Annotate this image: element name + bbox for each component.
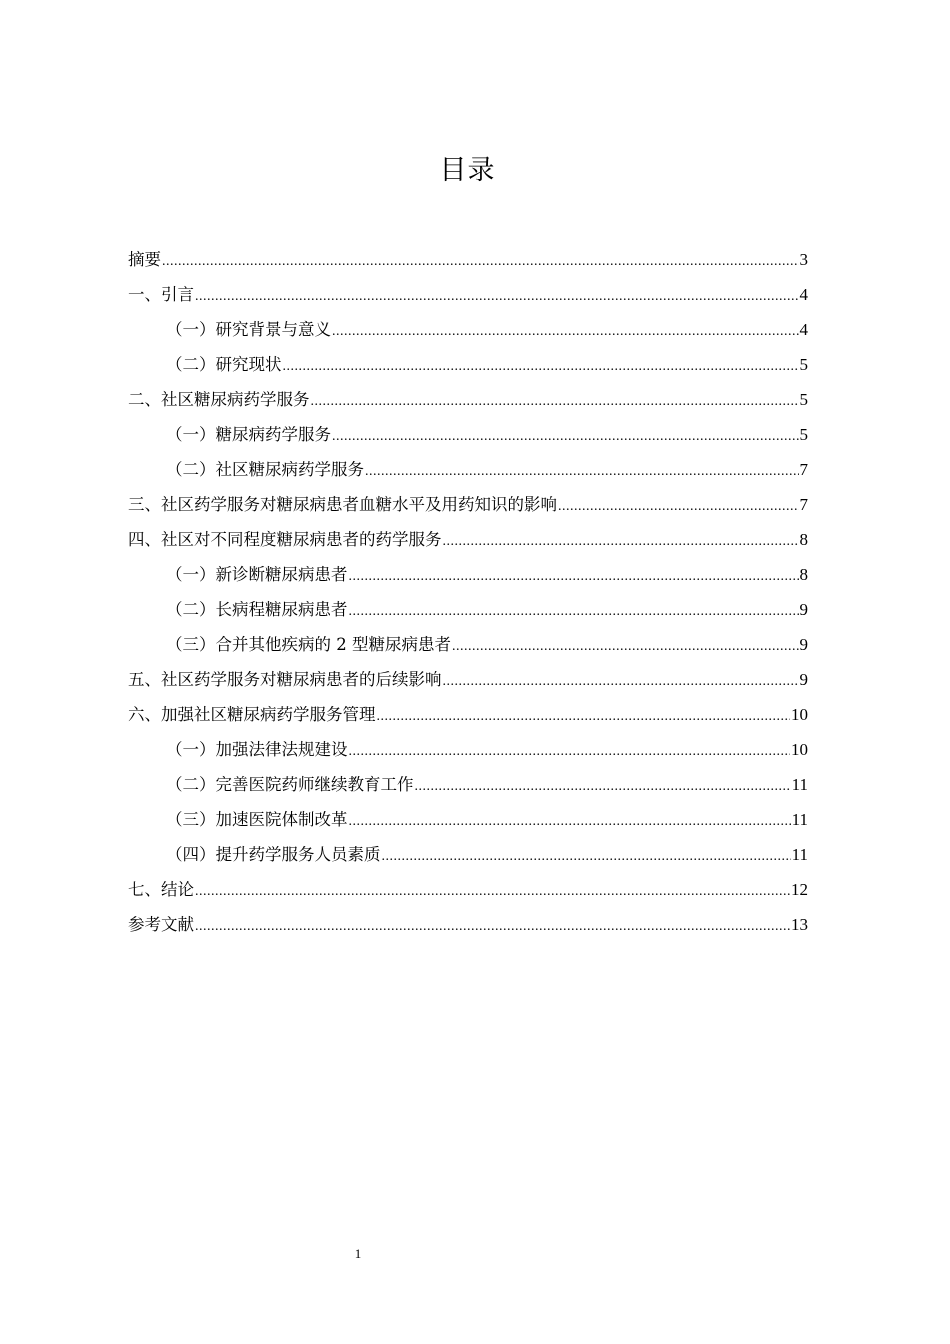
toc-entry-page-number: 9	[799, 635, 808, 654]
toc-entry-label: 一、引言	[128, 285, 194, 304]
toc-entry-label: （二）社区糖尿病药学服务	[166, 460, 364, 479]
toc-dot-leader	[452, 633, 799, 661]
toc-entry-label: 七、结论	[128, 880, 194, 899]
toc-entry-page-number: 5	[799, 390, 808, 409]
toc-entry-label: 三、社区药学服务对糖尿病患者血糖水平及用药知识的影响	[128, 495, 557, 514]
toc-dot-leader	[195, 878, 790, 906]
toc-entry-label: （一）研究背景与意义	[166, 320, 331, 339]
toc-entry-page-number: 11	[791, 810, 808, 829]
toc-dot-leader	[311, 388, 799, 416]
toc-entry-page-number: 4	[799, 285, 808, 304]
toc-entry-page-number: 4	[799, 320, 808, 339]
toc-entry-section[interactable]	[128, 806, 808, 841]
toc-dot-leader	[558, 493, 799, 521]
toc-entry-section[interactable]	[128, 596, 808, 631]
toc-dot-leader	[443, 668, 799, 696]
toc-entry-label: 六、加强社区糖尿病药学服务管理	[128, 705, 376, 724]
toc-entry-chapter[interactable]	[128, 281, 808, 316]
toc-entry-section[interactable]	[128, 421, 808, 456]
toc-dot-leader	[349, 738, 791, 766]
toc-entry-section[interactable]	[128, 841, 808, 876]
toc-dot-leader	[377, 703, 791, 731]
toc-entry-label: （一）加强法律法规建设	[166, 740, 348, 759]
toc-dot-leader	[162, 248, 799, 276]
toc-entry-page-number: 12	[791, 880, 808, 899]
toc-dot-leader	[443, 528, 799, 556]
toc-entry-label: （二）完善医院药师继续教育工作	[166, 775, 414, 794]
toc-entry-chapter[interactable]	[128, 666, 808, 701]
toc-entry-chapter[interactable]	[128, 246, 808, 281]
toc-entry-label: （三）合并其他疾病的 2 型糖尿病患者	[166, 635, 451, 654]
toc-dot-leader	[349, 563, 799, 591]
toc-entry-label: （二）长病程糖尿病患者	[166, 600, 348, 619]
toc-dot-leader	[332, 423, 799, 451]
toc-entry-section[interactable]	[128, 736, 808, 771]
toc-entry-page-number: 7	[799, 495, 808, 514]
toc-entry-page-number: 5	[799, 355, 808, 374]
toc-entry-label: （三）加速医院体制改革	[166, 810, 348, 829]
toc-entry-label: 摘要	[128, 250, 161, 269]
toc-entry-section[interactable]	[128, 631, 808, 666]
toc-entry-label: 五、社区药学服务对糖尿病患者的后续影响	[128, 670, 442, 689]
toc-entry-page-number: 9	[799, 670, 808, 689]
toc-entry-chapter[interactable]	[128, 876, 808, 911]
toc-entry-page-number: 13	[791, 915, 808, 934]
toc-entry-page-number: 11	[791, 775, 808, 794]
toc-entry-page-number: 10	[791, 705, 808, 724]
toc-entry-page-number: 9	[799, 600, 808, 619]
toc-entry-label: （四）提升药学服务人员素质	[166, 845, 381, 864]
toc-dot-leader	[349, 598, 799, 626]
toc-entry-label: （二）研究现状	[166, 355, 282, 374]
toc-entry-page-number: 7	[799, 460, 808, 479]
toc-dot-leader	[415, 773, 791, 801]
toc-entry-chapter[interactable]	[128, 701, 808, 736]
toc-dot-leader	[195, 283, 799, 311]
toc-dot-leader	[332, 318, 799, 346]
table-of-contents	[128, 246, 808, 946]
toc-entry-section[interactable]	[128, 456, 808, 491]
toc-entry-page-number: 11	[791, 845, 808, 864]
toc-entry-label: 四、社区对不同程度糖尿病患者的药学服务	[128, 530, 442, 549]
toc-entry-page-number: 8	[799, 565, 808, 584]
toc-dot-leader	[195, 913, 790, 941]
toc-entry-page-number: 5	[799, 425, 808, 444]
toc-entry-page-number: 8	[799, 530, 808, 549]
toc-entry-page-number: 10	[791, 740, 808, 759]
toc-entry-chapter[interactable]	[128, 386, 808, 421]
toc-entry-label: （一）糖尿病药学服务	[166, 425, 331, 444]
toc-entry-chapter[interactable]	[128, 526, 808, 561]
toc-entry-page-number: 3	[799, 250, 808, 269]
toc-entry-label: （一）新诊断糖尿病患者	[166, 565, 348, 584]
toc-entry-section[interactable]	[128, 561, 808, 596]
toc-entry-label: 参考文献	[128, 915, 194, 934]
toc-entry-chapter[interactable]	[128, 491, 808, 526]
toc-entry-section[interactable]	[128, 351, 808, 386]
toc-entry-label: 二、社区糖尿病药学服务	[128, 390, 310, 409]
toc-entry-chapter[interactable]	[128, 911, 808, 946]
toc-entry-section[interactable]	[128, 316, 808, 351]
toc-dot-leader	[365, 458, 799, 486]
toc-dot-leader	[382, 843, 791, 871]
toc-dot-leader	[283, 353, 799, 381]
page-number: 1	[354, 1246, 362, 1261]
toc-entry-section[interactable]	[128, 771, 808, 806]
toc-dot-leader	[349, 808, 791, 836]
toc-title: 目录	[439, 155, 496, 186]
